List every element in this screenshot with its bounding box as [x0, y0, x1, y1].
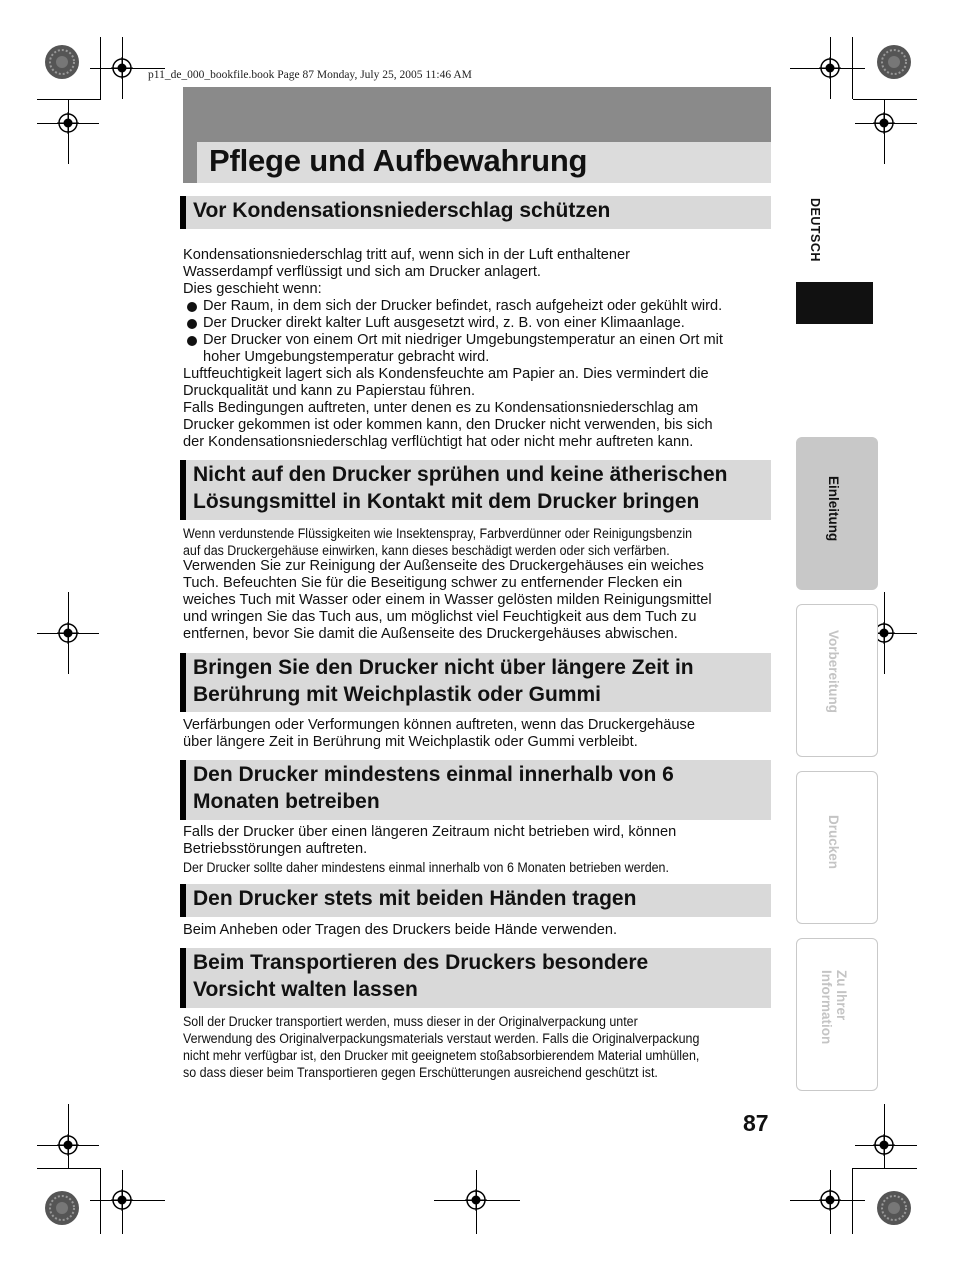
tab-label: Zu Ihrer Information [819, 970, 849, 1045]
section-heading: Lösungsmittel in Kontakt mit dem Drucker bringen [193, 490, 700, 513]
section-heading: Bringen Sie den Drucker nicht über längere Zeit in [193, 656, 694, 679]
language-label: DEUTSCH [808, 198, 822, 262]
paragraph-line: Luftfeuchtigkeit lagert sich als Kondensfeuchte am Papier an. Dies vermindert die [183, 366, 709, 382]
paragraph-line: Drucker gekommen ist oder kommen kann, den Drucker nicht verwenden, bis sich [183, 417, 713, 433]
paragraph-line: der Kondensationsniederschlag verflüchtigt hat oder nicht mehr auftreten kann. [183, 434, 694, 450]
section-heading: Den Drucker mindestens einmal innerhalb von 6 [193, 763, 674, 786]
tab-label: Drucken [826, 815, 841, 870]
bullet-icon [187, 336, 197, 346]
section-heading: Berührung mit Weichplastik oder Gummi [193, 683, 602, 706]
paragraph-line: so dass dieser beim Transportieren gegen Erschütterungen ausreichend geschützt ist. [183, 1065, 658, 1080]
registration-target-icon [873, 112, 895, 134]
tab-label: Vorbereitung [826, 630, 841, 714]
registration-target-icon [465, 1189, 487, 1211]
registration-target-icon [819, 57, 841, 79]
paragraph-line: über längere Zeit in Berührung mit Weichplastik oder Gummi verbleibt. [183, 734, 638, 750]
paragraph-line: Verwenden Sie zur Reinigung der Außenseite des Druckergehäuses ein weiches [183, 558, 704, 574]
tab-label: Einleitung [826, 476, 841, 542]
paragraph-line: Wasserdampf verflüssigt und sich am Drucker anlagert. [183, 264, 541, 280]
registration-target-icon [57, 1134, 79, 1156]
section-heading: Vorsicht walten lassen [193, 978, 418, 1001]
page-title: Pflege und Aufbewahrung [209, 143, 588, 178]
paragraph-line: Druckqualität und kann zu Papierstau führen. [183, 383, 476, 399]
section-heading: Den Drucker stets mit beiden Händen tragen [193, 887, 637, 910]
bullet-item: Der Raum, in dem sich der Drucker befindet, rasch aufgeheizt oder gekühlt wird. [203, 298, 723, 314]
paragraph-line: nicht mehr verfügbar ist, den Drucker mit geeignetem stoßabsorbierendem Material umhüllen, [183, 1048, 700, 1063]
paragraph-line: entfernen, bevor Sie damit die Außenseite des Druckergehäuses abwischen. [183, 626, 678, 642]
registration-target-icon [57, 112, 79, 134]
bullet-icon [187, 302, 197, 312]
paragraph-line: Betriebsstörungen auftreten. [183, 841, 368, 857]
paragraph-line: weiches Tuch mit Wasser oder einem in Wasser gelösten milden Reinigungsmittel [183, 592, 712, 608]
paragraph-line: Der Drucker sollte daher mindestens einmal innerhalb von 6 Monaten betrieben werden. [183, 860, 669, 875]
paragraph-line: Tuch. Befeuchten Sie für die Beseitigung schwer zu entfernender Flecken ein [183, 575, 683, 591]
tab-drucken[interactable] [796, 771, 878, 924]
print-header-line: p11_de_000_bookfile.book Page 87 Monday, July 25, 2005 11:46 AM [148, 69, 472, 81]
paragraph-line: Dies geschieht wenn: [183, 281, 322, 297]
section-heading: Vor Kondensationsniederschlag schützen [193, 199, 611, 222]
color-rosette-icon [44, 1190, 80, 1226]
paragraph-line: Verwendung des Originalverpackungsmaterials verstaut werden. Falls die Originalverpackung [183, 1031, 700, 1046]
tab-vorbereitung[interactable] [796, 604, 878, 757]
paragraph-line: Falls der Drucker über einen längeren Zeitraum nicht betrieben wird, können [183, 824, 677, 840]
tab-einleitung[interactable] [796, 437, 878, 590]
bullet-icon [187, 319, 197, 329]
paragraph-line: Soll der Drucker transportiert werden, muss dieser in der Originalverpackung unter [183, 1014, 638, 1029]
color-rosette-icon [876, 44, 912, 80]
paragraph-line: Kondensationsniederschlag tritt auf, wenn sich in der Luft enthaltener [183, 247, 631, 263]
registration-target-icon [57, 622, 79, 644]
paragraph-line: Verfärbungen oder Verformungen können auftreten, wenn das Druckergehäuse [183, 717, 695, 733]
paragraph-line: Beim Anheben oder Tragen des Druckers beide Hände verwenden. [183, 922, 618, 938]
color-rosette-icon [876, 1190, 912, 1226]
section-heading: Monaten betreiben [193, 790, 380, 813]
language-marker-bar [796, 282, 873, 324]
registration-target-icon [111, 1189, 133, 1211]
bullet-item-continuation: hoher Umgebungstemperatur gebracht wird. [203, 349, 490, 365]
section-heading: Nicht auf den Drucker sprühen und keine ätherischen [193, 463, 728, 486]
registration-target-icon [111, 57, 133, 79]
section-heading: Beim Transportieren des Druckers besondere [193, 951, 649, 974]
registration-target-icon [819, 1189, 841, 1211]
paragraph-line: auf das Druckergehäuse einwirken, kann dieses beschädigt werden oder sich verfärben. [183, 543, 670, 558]
registration-target-icon [873, 1134, 895, 1156]
paragraph-line: Wenn verdunstende Flüssigkeiten wie Insektenspray, Farbverdünner oder Reinigungsbenzin [183, 526, 693, 541]
tab-zu-ihrer-information[interactable] [796, 938, 878, 1091]
paragraph-line: und wringen Sie das Tuch aus, um möglichst viel Feuchtigkeit aus dem Tuch zu [183, 609, 697, 625]
paragraph-line: Falls Bedingungen auftreten, unter denen es zu Kondensationsniederschlag am [183, 400, 699, 416]
bullet-item: Der Drucker von einem Ort mit niedriger Umgebungstemperatur an einen Ort mit [203, 332, 723, 348]
color-rosette-icon [44, 44, 80, 80]
page-number: 87 [743, 1110, 769, 1136]
bullet-item: Der Drucker direkt kalter Luft ausgesetzt wird, z. B. von einer Klimaanlage. [203, 315, 685, 331]
